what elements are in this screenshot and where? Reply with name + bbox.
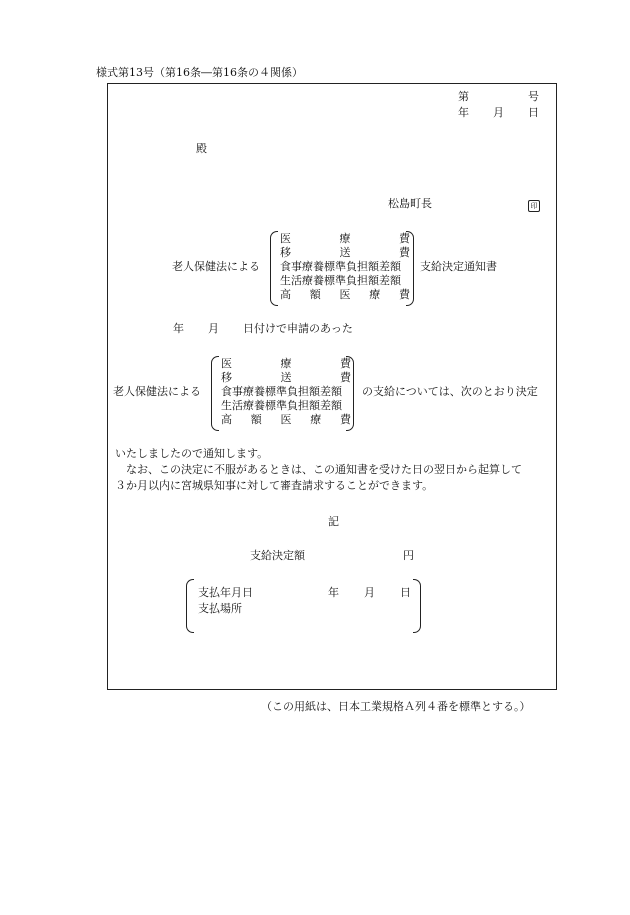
title-item	[280, 232, 410, 246]
body-law-prefix: 老人保健法による	[113, 385, 201, 398]
payment-day: 日	[400, 586, 411, 599]
title-suffix: 支給決定通知書	[420, 260, 497, 273]
body-item	[221, 413, 351, 427]
title-item: 食事療養標準負担額差額	[280, 260, 401, 273]
application-month: 月	[208, 322, 219, 335]
item-char: 療	[310, 413, 322, 426]
item-char: 療	[369, 288, 381, 301]
body-brace-right	[346, 356, 354, 431]
body-items	[221, 357, 351, 427]
decision-unit: 円	[403, 549, 414, 562]
item-char: 費	[340, 413, 351, 426]
title-brace-left	[270, 231, 278, 306]
title-item	[280, 246, 410, 260]
payment-bracket-left	[186, 579, 194, 633]
title-law-prefix: 老人保健法による	[172, 260, 260, 273]
item-char: 医	[221, 357, 232, 370]
number-prefix: 第	[458, 90, 469, 103]
item-char: 送	[339, 246, 351, 259]
paragraph-2-line-2: ３か月以内に宮城県知事に対して審査請求することができます。	[115, 479, 434, 492]
item-char: 額	[250, 413, 262, 426]
item-char: 費	[340, 371, 351, 384]
title-item	[280, 288, 410, 302]
body-item: 生活療養標準負担額差額	[221, 399, 342, 412]
item-char: 移	[221, 371, 232, 384]
title-item: 生活療養標準負担額差額	[280, 274, 401, 287]
issuer-name: 松島町長	[388, 197, 432, 210]
header-year: 年	[458, 106, 469, 119]
number-suffix: 号	[528, 90, 539, 103]
item-char: 費	[399, 246, 410, 259]
item-char: 療	[280, 357, 292, 370]
seal-mark: 印	[528, 200, 540, 212]
paragraph-1: いたしましたので通知します。	[115, 447, 269, 460]
issuer-seal	[528, 198, 540, 212]
paragraph-2-line-1: なお、この決定に不服があるときは、この通知書を受けた日の翌日から起算して	[126, 463, 522, 476]
item-char: 医	[280, 232, 291, 245]
title-brace-right	[406, 231, 414, 306]
item-char: 高	[221, 413, 232, 426]
application-text: 日付けで申請のあった	[243, 322, 353, 335]
body-suffix: の支給については、次のとおり決定	[362, 385, 538, 398]
ki-heading: 記	[328, 515, 339, 528]
item-char: 送	[280, 371, 292, 384]
item-char: 費	[399, 288, 410, 301]
payment-month: 月	[364, 586, 375, 599]
item-char: 費	[399, 232, 410, 245]
item-char: 高	[280, 288, 291, 301]
header-day: 日	[528, 106, 539, 119]
decision-label: 支給決定額	[250, 549, 305, 562]
addressee-suffix: 殿	[196, 142, 207, 155]
header-month: 月	[493, 106, 504, 119]
payment-bracket-right	[413, 579, 421, 633]
footer-note: （この用紙は、日本工業規格Ａ列４番を標準とする。）	[261, 700, 531, 713]
title-items	[280, 232, 410, 302]
application-year: 年	[173, 322, 184, 335]
item-char: 移	[280, 246, 291, 259]
item-char: 費	[340, 357, 351, 370]
item-char: 額	[309, 288, 321, 301]
payment-date-label: 支払年月日	[198, 586, 253, 599]
body-brace-left	[211, 356, 219, 431]
body-item: 食事療養標準負担額差額	[221, 385, 342, 398]
form-id: 様式第13号（第16条―第16条の４関係）	[96, 66, 303, 79]
item-char: 医	[280, 413, 292, 426]
body-item	[221, 371, 351, 385]
body-item	[221, 357, 351, 371]
item-char: 療	[339, 232, 351, 245]
payment-place-label: 支払場所	[198, 602, 242, 615]
payment-year: 年	[328, 586, 339, 599]
item-char: 医	[339, 288, 351, 301]
